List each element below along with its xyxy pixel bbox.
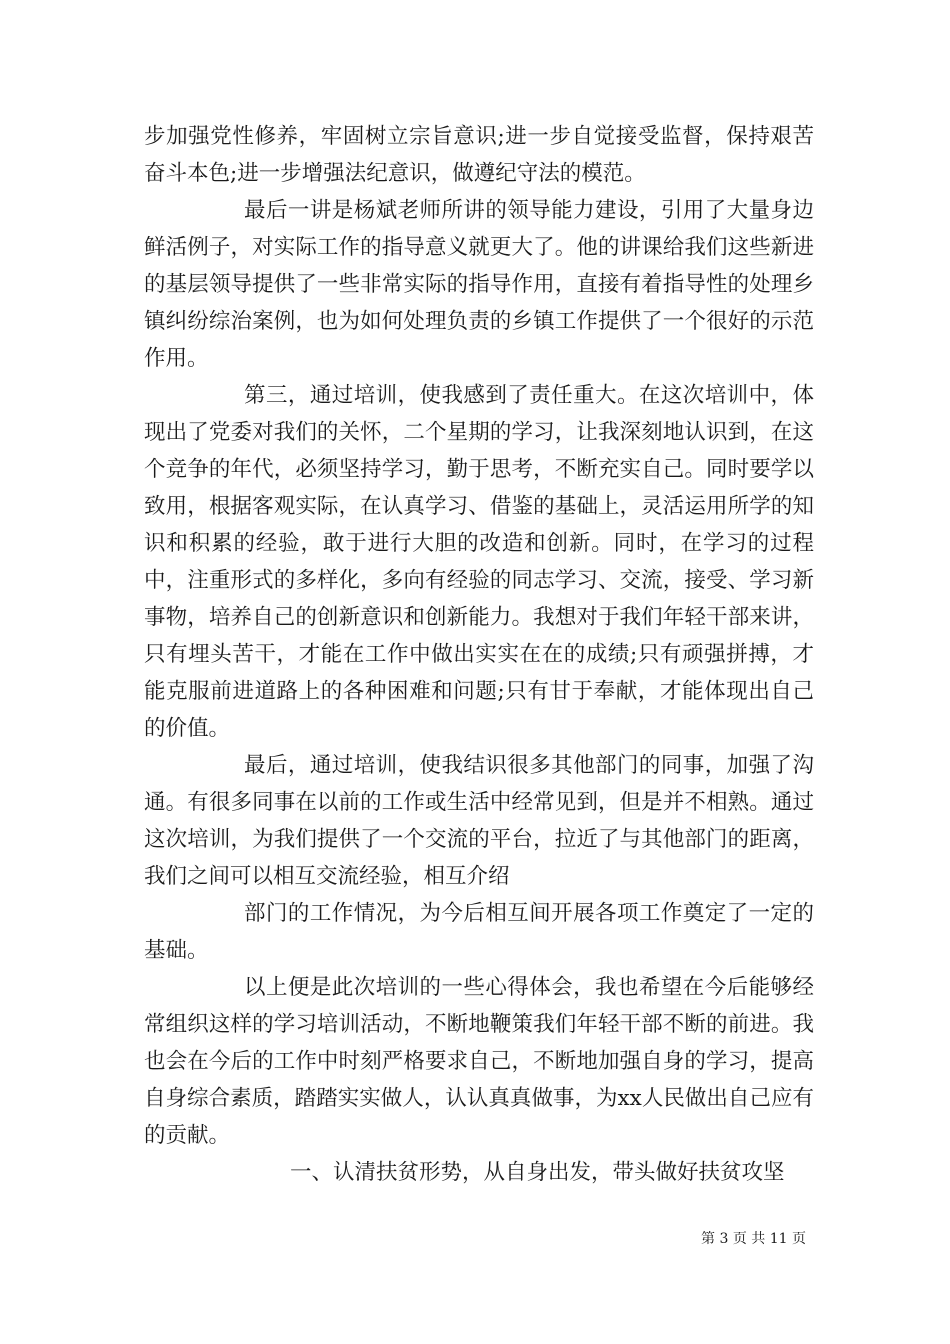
paragraph-5: 部门的工作情况，为今后相互间开展各项工作奠定了一定的基础。 [144,901,814,963]
paragraph-3: 第三，通过培训，使我感到了责任重大。在这次培训中，体现出了党委对我们的关怀，二个星期的学习，让我深刻地认识到，在这个竞争的年代，必须坚持学习，勤于思考，不断充实自己。同时要学以致用，根据客观实际，在认真学习、借鉴的基础上，灵活运用所学的知识和积累的经验，敢于进行大胆的改造和创新。同时，在学习的过程中，注重形式的多样化，多向有经验的同志学习、交流，接受、学习新事物，培养自己的创新意识和创新能力。我想对于我们年轻干部来讲，只有埋头苦干，才能在工作中做出实实在在的成绩;只有顽强拼搏，才能克服前进道路上的各种困难和问题;只有甘于奉献，才能体现出自己的价值。 [144,383,814,741]
document-body [144,118,814,1191]
section-heading: 一、认清扶贫形势，从自身出发，带头做好扶贫攻坚 [290,1160,785,1185]
paragraph-4: 最后，通过培训，使我结识很多其他部门的同事，加强了沟通。有很多同事在以前的工作或生活中经常见到，但是并不相熟。通过这次培训，为我们提供了一个交流的平台，拉近了与其他部门的距离，我们之间可以相互交流经验，相互介绍 [144,753,814,889]
paragraph-6: 以上便是此次培训的一些心得体会，我也希望在今后能够经常组织这样的学习培训活动，不断地鞭策我们年轻干部不断的前进。我也会在今后的工作中时刻严格要求自己，不断地加强自身的学习，提高自身综合素质，踏踏实实做人，认认真真做事，为xx人民做出自己应有的贡献。 [144,975,814,1148]
page-number-footer: 第 3 页 共 11 页 [701,1231,806,1247]
paragraph-2: 最后一讲是杨斌老师所讲的领导能力建设，引用了大量身边鲜活例子，对实际工作的指导意义就更大了。他的讲课给我们这些新进的基层领导提供了一些非常实际的指导作用，直接有着指导性的处理乡镇纠纷综治案例，也为如何处理负责的乡镇工作提供了一个很好的示范作用。 [144,198,814,371]
paragraph-1: 步加强党性修养，牢固树立宗旨意识;进一步自觉接受监督，保持艰苦奋斗本色;进一步增强法纪意识，做遵纪守法的模范。 [144,124,814,186]
